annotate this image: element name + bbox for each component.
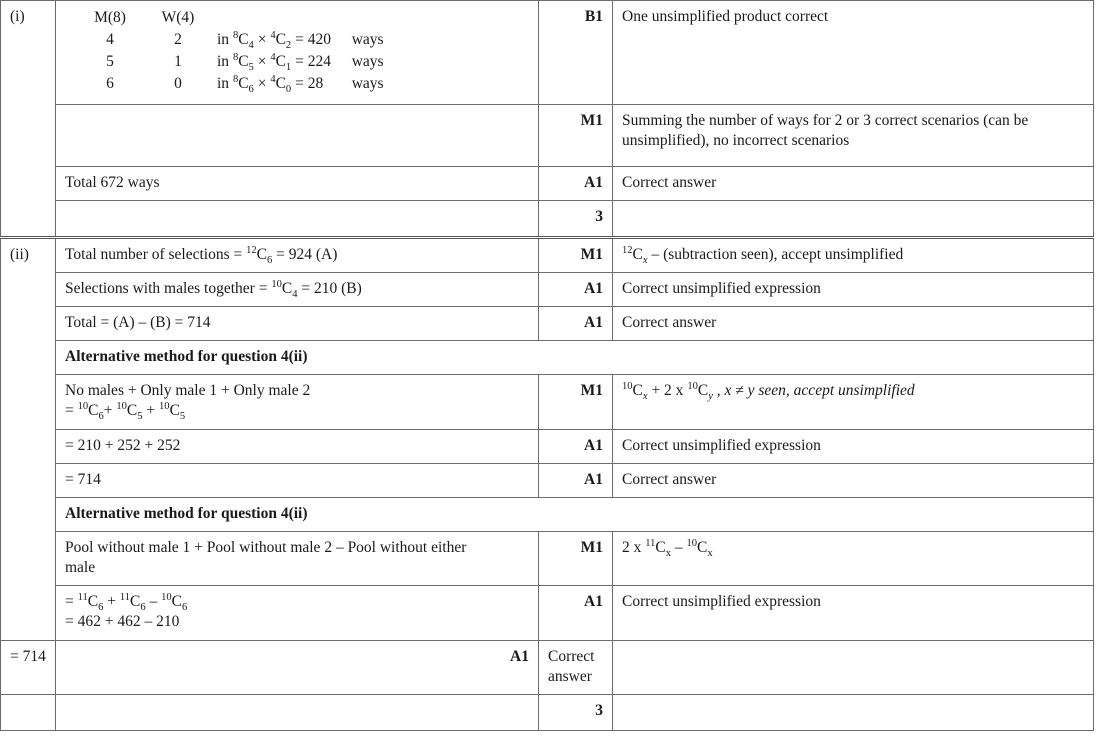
working-cell-alt2-pools: [56, 531, 539, 585]
work-prefix: Total number of selections =: [65, 245, 247, 263]
note-cell: Correct answer: [613, 166, 1094, 200]
table-row: [1, 640, 1094, 694]
term-sub: 5: [137, 411, 143, 423]
enum-sub2: 1: [285, 62, 292, 74]
work-line-1: Pool without male 1 + Pool without male 2 – Pool without either: [65, 538, 467, 556]
enum-sup1: 8: [232, 29, 239, 41]
working-cell-alt1-sum: [56, 375, 539, 429]
table-row: [1, 429, 1094, 463]
term-sub: 6: [98, 602, 104, 614]
mark-cell: A1: [539, 306, 613, 340]
table-row: [1, 463, 1094, 497]
table-row: [1, 531, 1094, 585]
enum-prefix: in: [217, 75, 230, 93]
term-op: –: [149, 593, 158, 611]
work-line1-prefix: =: [65, 593, 78, 611]
part-total-mark-i: 3: [539, 200, 613, 237]
note-sub-1: x: [665, 548, 671, 560]
enumeration-row: [79, 30, 384, 52]
enumeration-row: [79, 52, 384, 74]
note-cell: Correct unsimplified expression: [613, 272, 1094, 306]
note-cell: Correct answer: [539, 640, 613, 694]
note-cell: One unsimplified product correct: [613, 1, 1094, 105]
part-label-empty: [1, 694, 56, 730]
table-row: [1, 104, 1094, 166]
enum-prefix: in: [217, 31, 230, 49]
table-row: [1, 694, 1094, 730]
working-cell-total-selections: Total number of selections = $^{12}C_6 = 924$ (A): [56, 237, 539, 272]
term-sup: 10: [159, 401, 170, 413]
note-prefix: 2 x: [622, 538, 646, 556]
working-cell-males-together: Selections with males together = $^{10}C_4 = 210$ (B): [56, 272, 539, 306]
mark-cell: A1: [539, 429, 613, 463]
note-sub-2: x: [707, 548, 713, 560]
alt-method-heading-2: Alternative method for question 4(ii): [56, 497, 1094, 531]
note-sub-2: y: [708, 391, 713, 403]
note-suffix: – (subtraction seen), accept unsimplified: [647, 245, 904, 263]
enum-value: 28: [307, 75, 324, 93]
mark-cell: M1: [539, 375, 613, 429]
table-row: [1, 497, 1094, 531]
enum-header-women: W(4): [161, 9, 195, 26]
enum-males: 5: [106, 53, 114, 71]
enum-sup1: 8: [232, 52, 239, 64]
working-cell-alt1-values: = 210 + 252 + 252: [56, 429, 539, 463]
enum-header-males: M(8): [94, 9, 126, 26]
enum-expression: in $^8C_6 \times ^4C_0 = 28$ ways: [217, 74, 384, 96]
enum-unit: ways: [351, 53, 384, 71]
enum-unit: ways: [351, 31, 384, 49]
enum-women: 1: [174, 53, 182, 71]
enum-value: 224: [307, 53, 331, 71]
term-sub: 6: [182, 602, 188, 614]
table-row: [1, 237, 1094, 272]
alt-method-heading-1: Alternative method for question 4(ii): [56, 341, 1094, 375]
table-row: [1, 166, 1094, 200]
enum-sub1: 5: [248, 62, 254, 74]
note-cell-empty: [613, 200, 1094, 237]
part-label-i: (i): [1, 1, 56, 238]
enumeration-header: [79, 8, 384, 30]
enum-sup1: 8: [232, 74, 239, 86]
working-cell-i-enumeration: [56, 1, 539, 105]
term-sup: 10: [77, 401, 89, 413]
work-sub: 6: [267, 254, 273, 266]
work-line-2: = $^{10}C_6+ ^{10}C_5 + ^{10}C_5$: [65, 401, 186, 423]
working-cell-alt2-answer: = 714: [1, 640, 56, 694]
table-row: [1, 586, 1094, 640]
note-cell-empty: [613, 694, 1094, 730]
working-cell-total: Total 672 ways: [56, 166, 539, 200]
note-mid: –: [671, 538, 687, 556]
note-sub-1: x: [642, 391, 648, 403]
working-cell-empty: [56, 104, 539, 166]
note-sup: 12: [622, 244, 633, 256]
mark-cell: A1: [539, 463, 613, 497]
working-cell-total-ab: Total = (A) – (B) = 714: [56, 306, 539, 340]
term-sup: 10: [161, 592, 172, 604]
enum-unit: ways: [351, 75, 384, 93]
note-sup-2: 10: [686, 537, 698, 549]
note-mid: + 2 x: [647, 382, 688, 400]
enum-women: 2: [174, 31, 182, 49]
note-sup-2: 10: [687, 381, 698, 393]
work-suffix: = 210 (B): [297, 279, 362, 297]
enum-times: ×: [257, 31, 267, 49]
note-cell: Correct unsimplified expression: [613, 586, 1094, 640]
table-row: [1, 341, 1094, 375]
enum-value: 420: [307, 31, 331, 49]
part-total-mark-ii: 3: [539, 694, 613, 730]
note-tail: , x ≠ y seen, accept unsimplified: [712, 382, 915, 400]
enum-header-spacer: [215, 8, 384, 30]
enum-expression: in $^8C_5 \times ^4C_1 = 224$ ways: [217, 52, 384, 74]
note-cell: 2 x $^{11}C_x - ^{10}C_x$: [613, 531, 1094, 585]
working-cell-empty: [56, 200, 539, 237]
mark-cell: M1: [539, 237, 613, 272]
work-line2-prefix: =: [65, 402, 78, 420]
mark-cell: A1: [539, 166, 613, 200]
enum-males: 6: [106, 75, 114, 93]
work-line-2: = 462 + 462 – 210: [65, 613, 180, 631]
term-sup: 11: [119, 592, 131, 604]
enum-sup2: 4: [270, 29, 276, 41]
work-sup: 12: [246, 244, 257, 256]
work-prefix: Selections with males together =: [65, 279, 272, 297]
work-suffix: = 924 (A): [272, 245, 338, 263]
term-sub: 6: [98, 411, 104, 423]
term-op: +: [107, 593, 116, 611]
enum-equals: =: [295, 31, 304, 49]
mark-cell: M1: [539, 531, 613, 585]
work-sup: 10: [271, 278, 282, 290]
table-row: [1, 375, 1094, 429]
term-sub: 5: [179, 411, 186, 423]
enum-equals: =: [295, 75, 304, 93]
enum-expression: in $^8C_4 \times ^4C_2 = 420$ ways: [217, 29, 384, 52]
working-cell-alt2-expression: [56, 586, 539, 640]
mark-cell: A1: [539, 586, 613, 640]
note-cell: Correct unsimplified expression: [613, 429, 1094, 463]
enum-sub1: 4: [248, 40, 254, 52]
mark-cell: A1: [56, 640, 539, 694]
term-sub: 6: [140, 602, 146, 614]
note-sup-1: 11: [645, 537, 656, 549]
work-line-1: = $^{11}C_6 + ^{11}C_6 - ^{10}C_6$: [65, 592, 188, 614]
mark-cell: M1: [539, 104, 613, 166]
enum-equals: =: [295, 53, 304, 71]
enum-sub1: 6: [248, 84, 254, 96]
enumeration-block: [79, 8, 384, 97]
mark-cell: B1: [539, 1, 613, 105]
note-sub: x: [642, 254, 648, 266]
term-sup: 11: [77, 592, 88, 604]
enum-times: ×: [257, 53, 267, 71]
note-cell: Correct answer: [613, 306, 1094, 340]
table-row: [1, 200, 1094, 237]
enumeration-row: [79, 74, 384, 96]
enum-sup2: 4: [270, 52, 276, 64]
working-cell-empty: [56, 694, 539, 730]
enum-times: ×: [257, 75, 267, 93]
term-sup: 10: [116, 401, 127, 413]
note-cell: Correct answer: [613, 463, 1094, 497]
part-label-ii: (ii): [1, 237, 56, 640]
enum-sub2: 0: [285, 84, 292, 96]
note-cell: $^{10}C_x + 2$ x $^{10}C_y$ , x ≠ y seen, accept unsimplified: [613, 375, 1094, 429]
table-row: [1, 272, 1094, 306]
enum-sup2: 4: [270, 74, 276, 86]
table-row: [1, 1, 1094, 105]
work-line-1: No males + Only male 1 + Only male 2: [65, 382, 311, 400]
note-sup-1: 10: [622, 381, 633, 393]
work-line-2: male: [65, 559, 96, 577]
enum-prefix: in: [217, 53, 230, 71]
work-sub: 4: [292, 288, 298, 300]
enum-women: 0: [174, 75, 182, 93]
note-cell: Summing the number of ways for 2 or 3 correct scenarios (can be unsimplified), no incorrect scenarios: [613, 104, 1094, 166]
enum-males: 4: [106, 31, 114, 49]
enum-sub2: 2: [285, 40, 292, 52]
working-cell-alt1-answer: = 714: [56, 463, 539, 497]
mark-cell: A1: [539, 272, 613, 306]
note-cell: $^{12}C_x$ – (subtraction seen), accept unsimplified: [613, 237, 1094, 272]
table-row: [1, 306, 1094, 340]
